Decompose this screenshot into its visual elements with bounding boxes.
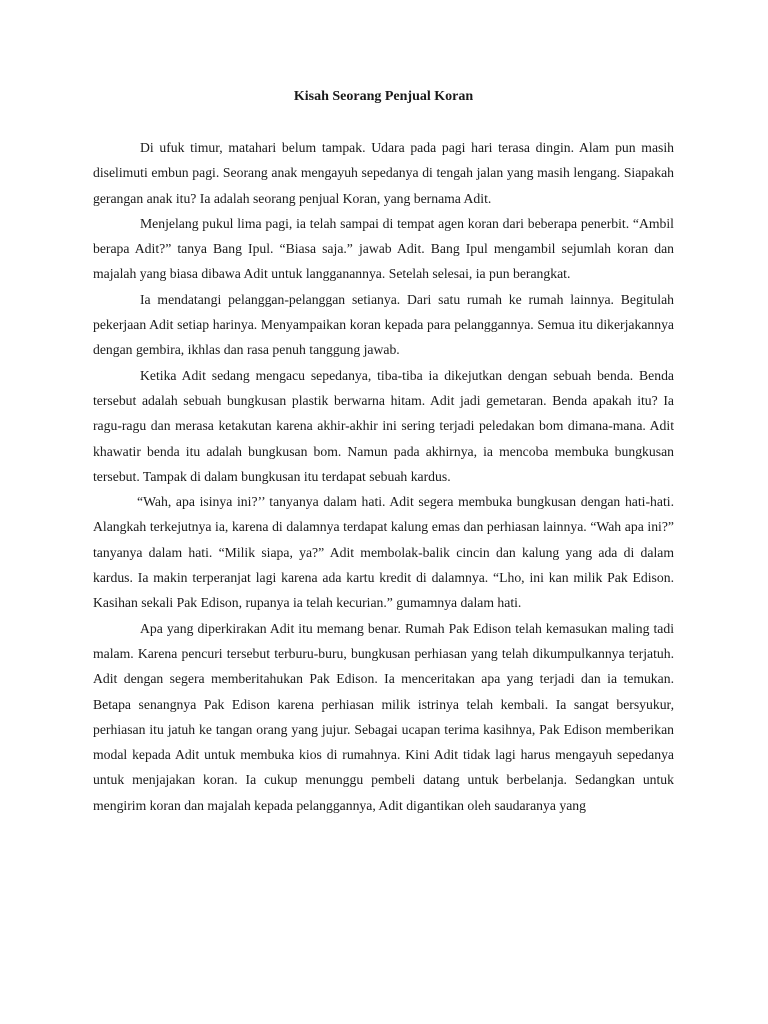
document-body [93,84,674,818]
paragraph-4: Ketika Adit sedang mengacu sepedanya, tiba-tiba ia dikejutkan dengan sebuah benda. Benda tersebut adalah sebuah bungkusan plastik berwarna hitam. Adit jadi gemetaran. Benda apakah itu? Ia ragu-ragu dan merasa ketakutan karena akhir-akhir ini sering terjadi peledakan bom dimana-mana. Adit khawatir benda itu adalah bungkusan bom. Namun pada akhirnya, ia mencoba membuka bungkusan tersebut. Tampak di dalam bungkusan itu terdapat sebuah kardus. [93,367,674,484]
paragraph-5: “Wah, apa isinya ini?’’ tanyanya dalam hati. Adit segera membuka bungkusan dengan hati-hati. Alangkah terkejutnya ia, karena di dalamnya terdapat kalung emas dan perhiasan lainnya. “Wah apa ini?” tanyanya dalam hati. “Milik siapa, ya?” Adit membolak-balik cincin dan kalung yang ada di dalam kardus. Ia makin terperanjat lagi karena ada kartu kredit di dalamnya. “Lho, ini kan milik Pak Edison. Kasihan sekali Pak Edison, rupanya ia telah kecurian.” gumamnya dalam hati. [93,494,674,611]
paragraph-3: Ia mendatangi pelanggan-pelanggan setianya. Dari satu rumah ke rumah lainnya. Begitulah pekerjaan Adit setiap harinya. Menyampaikan koran kepada para pelanggannya. Semua itu dikerjakannya dengan gembira, ikhlas dan rasa penuh tanggung jawab. [93,291,674,358]
paragraph-2: Menjelang pukul lima pagi, ia telah sampai di tempat agen koran dari beberapa penerbit. “Ambil berapa Adit?” tanya Bang Ipul. “Biasa saja.” jawab Adit. Bang Ipul mengambil sejumlah koran dan majalah yang biasa dibawa Adit untuk langganannya. Setelah selesai, ia pun berangkat. [93,215,674,282]
paragraph-6: Apa yang diperkirakan Adit itu memang benar. Rumah Pak Edison telah kemasukan maling tadi malam. Karena pencuri tersebut terburu-buru, bungkusan perhiasan yang telah dikumpulkannya terjatuh. Adit dengan segera memberitahukan Pak Edison. Ia menceritakan apa yang terjadi dan ia temukan. Betapa senangnya Pak Edison karena perhiasan milik istrinya telah kembali. Ia sangat bersyukur, perhiasan itu jatuh ke tangan orang yang jujur. Sebagai ucapan terima kasihnya, Pak Edison memberikan modal kepada Adit untuk membuka kios di rumahnya. Kini Adit tidak lagi harus mengayuh sepedanya untuk menjajakan koran. Ia cukup menunggu pembeli datang untuk berbelanja. Sedangkan untuk mengirim koran dan majalah kepada pelanggannya, Adit digantikan oleh saudaranya yang [93,620,674,813]
paragraph-1: Di ufuk timur, matahari belum tampak. Udara pada pagi hari terasa dingin. Alam pun masih diselimuti embun pagi. Seorang anak mengayuh sepedanya di tengah jalan yang masih lengang. Siapakah gerangan anak itu? Ia adalah seorang penjual Koran, yang bernama Adit. [93,140,674,206]
document-title: Kisah Seorang Penjual Koran [293,89,474,104]
